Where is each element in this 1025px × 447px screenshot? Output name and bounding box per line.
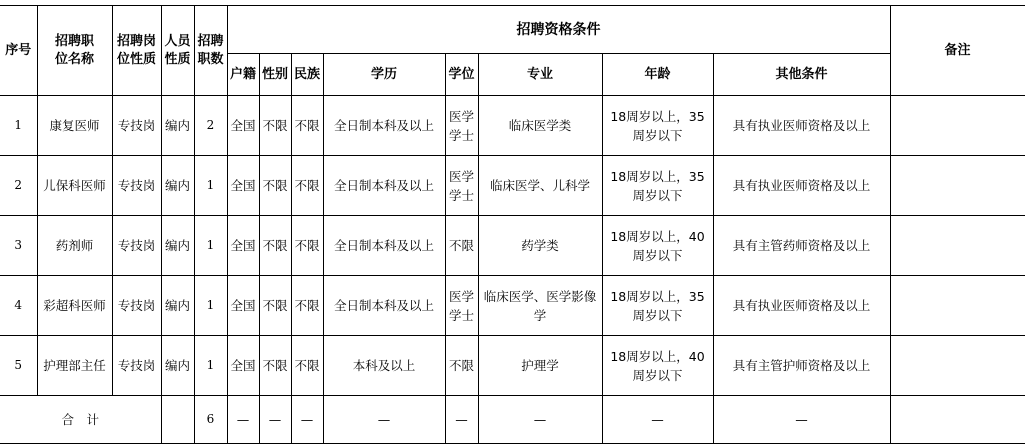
total-remarks	[890, 396, 1025, 444]
cell-staff-nature: 编内	[161, 276, 194, 336]
cell-staff-nature: 编内	[161, 336, 194, 396]
cell-education: 全日制本科及以上	[323, 216, 445, 276]
header-qualifications: 招聘资格条件	[227, 6, 890, 54]
recruitment-table	[0, 5, 1025, 444]
cell-gender: 不限	[259, 276, 291, 336]
cell-position: 药剂师	[37, 216, 112, 276]
table-row	[0, 156, 1025, 216]
cell-hukou: 全国	[227, 96, 259, 156]
cell-staff-nature: 编内	[161, 96, 194, 156]
cell-count: 1	[194, 336, 227, 396]
cell-position: 彩超科医师	[37, 276, 112, 336]
total-dash: —	[602, 396, 713, 444]
cell-degree: 医学 学士	[445, 96, 478, 156]
header-gender: 性别	[259, 54, 291, 96]
total-dash: —	[291, 396, 323, 444]
cell-staff-nature: 编内	[161, 156, 194, 216]
cell-major: 临床医学、儿科学	[478, 156, 602, 216]
cell-remarks	[890, 276, 1025, 336]
total-dash: —	[259, 396, 291, 444]
cell-degree: 医学 学士	[445, 276, 478, 336]
total-dash: —	[323, 396, 445, 444]
cell-education: 全日制本科及以上	[323, 276, 445, 336]
cell-hukou: 全国	[227, 156, 259, 216]
header-position-nature: 招聘岗 位性质	[112, 6, 161, 96]
cell-position: 儿保科医师	[37, 156, 112, 216]
cell-seq: 2	[0, 156, 37, 216]
cell-count: 2	[194, 96, 227, 156]
header-education: 学历	[323, 54, 445, 96]
cell-other: 具有执业医师资格及以上	[713, 96, 890, 156]
header-position-name: 招聘职 位名称	[37, 6, 112, 96]
header-age: 年龄	[602, 54, 713, 96]
cell-age: 18周岁以上，35 周岁以下	[602, 276, 713, 336]
total-staff-nature	[161, 396, 194, 444]
cell-education: 全日制本科及以上	[323, 96, 445, 156]
cell-count: 1	[194, 156, 227, 216]
cell-remarks	[890, 96, 1025, 156]
header-remarks: 备注	[890, 6, 1025, 96]
total-dash: —	[478, 396, 602, 444]
cell-hukou: 全国	[227, 336, 259, 396]
cell-education: 本科及以上	[323, 336, 445, 396]
table-row	[0, 276, 1025, 336]
cell-position: 护理部主任	[37, 336, 112, 396]
header-degree: 学位	[445, 54, 478, 96]
cell-count: 1	[194, 216, 227, 276]
cell-position-nature: 专技岗	[112, 96, 161, 156]
cell-seq: 4	[0, 276, 37, 336]
header-staff-nature: 人员 性质	[161, 6, 194, 96]
cell-seq: 1	[0, 96, 37, 156]
cell-age: 18周岁以上，40 周岁以下	[602, 216, 713, 276]
cell-other: 具有主管药师资格及以上	[713, 216, 890, 276]
header-openings: 招聘 职数	[194, 6, 227, 96]
cell-age: 18周岁以上，40 周岁以下	[602, 336, 713, 396]
table-row	[0, 216, 1025, 276]
header-hukou: 户籍	[227, 54, 259, 96]
total-dash: —	[445, 396, 478, 444]
total-count: 6	[194, 396, 227, 444]
cell-staff-nature: 编内	[161, 216, 194, 276]
cell-degree: 不限	[445, 216, 478, 276]
cell-age: 18周岁以上，35 周岁以下	[602, 156, 713, 216]
cell-education: 全日制本科及以上	[323, 156, 445, 216]
cell-seq: 3	[0, 216, 37, 276]
total-dash: —	[227, 396, 259, 444]
cell-age: 18周岁以上，35 周岁以下	[602, 96, 713, 156]
cell-major: 药学类	[478, 216, 602, 276]
cell-remarks	[890, 156, 1025, 216]
cell-gender: 不限	[259, 156, 291, 216]
cell-hukou: 全国	[227, 276, 259, 336]
cell-ethnicity: 不限	[291, 276, 323, 336]
cell-ethnicity: 不限	[291, 96, 323, 156]
cell-position-nature: 专技岗	[112, 276, 161, 336]
cell-hukou: 全国	[227, 216, 259, 276]
header-seq: 序号	[0, 6, 37, 96]
table-row	[0, 336, 1025, 396]
header-other: 其他条件	[713, 54, 890, 96]
cell-ethnicity: 不限	[291, 336, 323, 396]
cell-seq: 5	[0, 336, 37, 396]
cell-other: 具有执业医师资格及以上	[713, 276, 890, 336]
header-ethnicity: 民族	[291, 54, 323, 96]
table-row	[0, 96, 1025, 156]
cell-remarks	[890, 336, 1025, 396]
total-dash: —	[713, 396, 890, 444]
cell-ethnicity: 不限	[291, 156, 323, 216]
cell-position-nature: 专技岗	[112, 216, 161, 276]
cell-ethnicity: 不限	[291, 216, 323, 276]
cell-gender: 不限	[259, 96, 291, 156]
cell-count: 1	[194, 276, 227, 336]
cell-remarks	[890, 216, 1025, 276]
header-row-1	[0, 6, 1025, 54]
cell-major: 临床医学类	[478, 96, 602, 156]
header-major: 专业	[478, 54, 602, 96]
cell-major: 临床医学、医学影像学	[478, 276, 602, 336]
cell-gender: 不限	[259, 216, 291, 276]
cell-position-nature: 专技岗	[112, 156, 161, 216]
cell-position-nature: 专技岗	[112, 336, 161, 396]
cell-gender: 不限	[259, 336, 291, 396]
cell-major: 护理学	[478, 336, 602, 396]
cell-other: 具有主管护师资格及以上	[713, 336, 890, 396]
cell-degree: 不限	[445, 336, 478, 396]
total-label: 合 计	[0, 396, 161, 444]
cell-degree: 医学 学士	[445, 156, 478, 216]
cell-position: 康复医师	[37, 96, 112, 156]
cell-other: 具有执业医师资格及以上	[713, 156, 890, 216]
total-row	[0, 396, 1025, 444]
